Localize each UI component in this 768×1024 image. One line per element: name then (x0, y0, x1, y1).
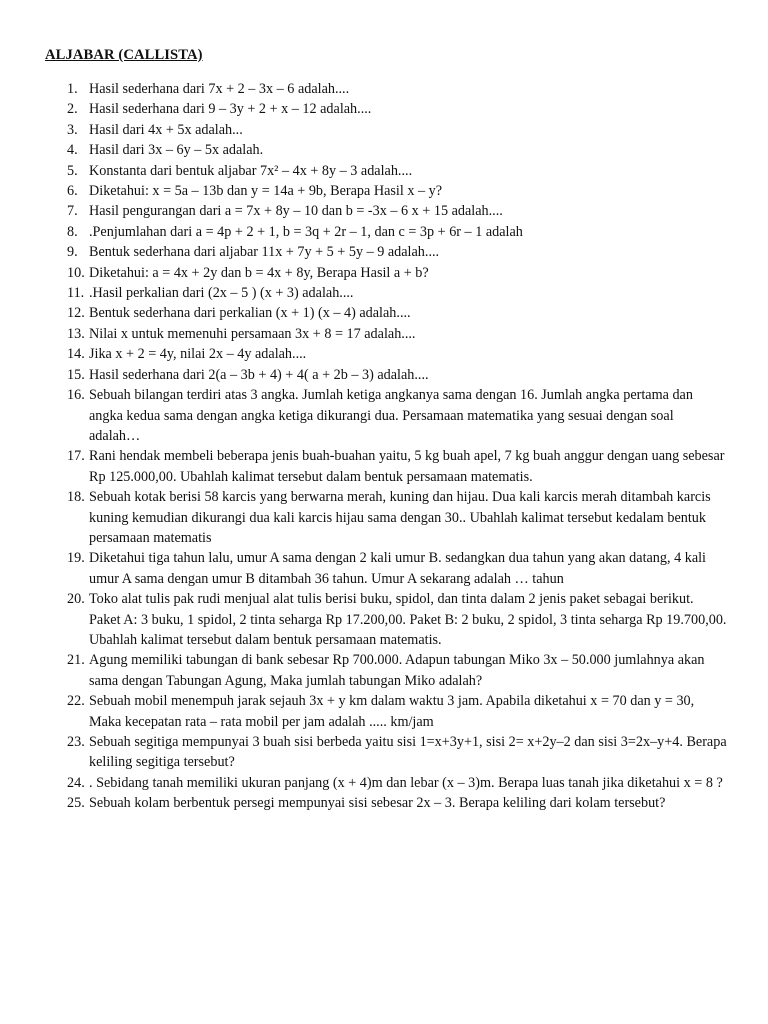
question-number: 22. (67, 693, 85, 710)
question-item (67, 344, 727, 364)
question-text: Bentuk sederhana dari perkalian (x + 1) (x – 4) adalah.... (89, 305, 411, 322)
question-item (67, 446, 727, 487)
question-text: Diketahui: a = 4x + 2y dan b = 4x + 8y, Berapa Hasil a + b? (89, 264, 429, 281)
question-item (67, 99, 727, 119)
question-item (67, 385, 727, 446)
question-text: Hasil sederhana dari 7x + 2 – 3x – 6 adalah.... (89, 81, 350, 97)
question-text: Hasil pengurangan dari a = 7x + 8y – 10 dan b = -3x – 6 x + 15 adalah.... (89, 203, 503, 220)
question-number: 1. (67, 81, 78, 97)
question-text: Hasil sederhana dari 9 – 3y + 2 + x – 12 adalah.... (89, 101, 372, 118)
question-number: 24. (67, 774, 85, 791)
question-number: 16. (67, 387, 85, 404)
question-number: 18. (67, 489, 85, 506)
question-number: 25. (67, 795, 85, 812)
question-number: 12. (67, 305, 85, 322)
question-item (67, 589, 727, 650)
question-item (67, 263, 727, 283)
question-number: 21. (67, 652, 85, 669)
question-number: 6. (67, 183, 78, 200)
question-text: Rani hendak membeli beberapa jenis buah-buahan yaitu, 5 kg buah apel, 7 kg buah anggur dengan uang sebesar Rp 125.000,00. Ubahlah kalimat tersebut dalam bentuk persamaan matematis. (89, 448, 725, 485)
question-item (67, 283, 727, 303)
question-number: 3. (67, 121, 78, 138)
question-text: Sebuah kotak berisi 58 karcis yang berwarna merah, kuning dan hijau. Dua kali karcis merah ditambah karcis kuning kemudian dikurangi dua kali karcis hijau sama dengan 30.. Ubahlah kalimat tersebut kedalam bentuk persamaan matematis (89, 489, 711, 546)
question-text: .Hasil perkalian dari (2x – 5 ) (x + 3) adalah.... (89, 285, 354, 302)
question-text: Sebuah kolam berbentuk persegi mempunyai sisi sebesar 2x – 3. Berapa keliling dari kolam tersebut? (89, 795, 666, 812)
question-item (67, 650, 727, 691)
question-item (67, 201, 727, 221)
question-text: .Penjumlahan dari a = 4p + 2 + 1, b = 3q + 2r – 1, dan c = 3p + 6r – 1 adalah (89, 223, 523, 240)
question-number: 17. (67, 448, 85, 465)
question-item (67, 365, 727, 385)
question-item (67, 548, 727, 589)
question-text: Hasil dari 4x + 5x adalah... (89, 121, 243, 138)
question-item (67, 242, 727, 262)
question-item (67, 691, 727, 732)
question-text: Nilai x untuk memenuhi persamaan 3x + 8 = 17 adalah.... (89, 325, 416, 342)
question-item (67, 222, 727, 242)
question-number: 4. (67, 142, 78, 159)
question-text: Sebuah segitiga mempunyai 3 buah sisi berbeda yaitu sisi 1=x+3y+1, sisi 2= x+2y–2 dan sisi 3=2x–y+4. Berapa keliling segitiga tersebut? (89, 734, 727, 771)
question-number: 10. (67, 264, 85, 281)
question-text: Jika x + 2 = 4y, nilai 2x – 4y adalah.... (89, 346, 307, 363)
question-number: 7. (67, 203, 78, 220)
question-item (67, 79, 727, 99)
question-text: Sebuah bilangan terdiri atas 3 angka. Jumlah ketiga angkanya sama dengan 16. Jumlah angka pertama dan angka kedua sama dengan angka ketiga dikurangi dua. Persamaan matematika yang sesuai dengan soal adalah… (89, 387, 693, 444)
question-item (67, 181, 727, 201)
question-item (67, 773, 727, 793)
question-number: 9. (67, 244, 78, 261)
question-number: 13. (67, 325, 85, 342)
question-text: Diketahui tiga tahun lalu, umur A sama dengan 2 kali umur B. sedangkan dua tahun yang akan datang, 4 kali umur A sama dengan umur B ditambah 36 tahun. Umur A sekarang adalah … tahun (89, 550, 707, 587)
question-text: Diketahui: x = 5a – 13b dan y = 14a + 9b, Berapa Hasil x – y? (89, 183, 442, 200)
question-item (67, 793, 727, 813)
question-text: Hasil sederhana dari 2(a – 3b + 4) + 4( a + 2b – 3) adalah.... (89, 366, 429, 383)
question-item (67, 487, 727, 548)
question-text: Konstanta dari bentuk aljabar 7x² – 4x + 8y – 3 adalah.... (89, 162, 413, 179)
document-title: ALJABAR (CALLISTA) (45, 47, 203, 63)
question-number: 14. (67, 346, 85, 363)
question-item (67, 120, 727, 140)
question-text: Agung memiliki tabungan di bank sebesar Rp 700.000. Adapun tabungan Miko 3x – 50.000 jumlahnya akan sama dengan Tabungan Agung, Maka jumlah tabungan Miko adalah? (89, 652, 705, 689)
question-text: Toko alat tulis pak rudi menjual alat tulis berisi buku, spidol, dan tinta dalam 2 jenis paket sebagai berikut. Paket A: 3 buku, 1 spidol, 2 tinta seharga Rp 17.200,00. Paket B: 2 buku, 2 spidol, 3 tinta seharga Rp 19.700,00. Ubahlah kalimat tersebut dalam bentuk persamaan matematis. (89, 591, 727, 648)
question-item (67, 140, 727, 160)
question-item (67, 161, 727, 181)
question-number: 8. (67, 223, 78, 240)
question-number: 20. (67, 591, 85, 608)
question-list (67, 79, 727, 814)
question-text: Hasil dari 3x – 6y – 5x adalah. (89, 142, 264, 159)
question-text: Bentuk sederhana dari aljabar 11x + 7y + 5 + 5y – 9 adalah.... (89, 244, 440, 261)
question-text: . Sebidang tanah memiliki ukuran panjang (x + 4)m dan lebar (x – 3)m. Berapa luas tanah jika diketahui x = 8 ? (89, 774, 723, 791)
question-number: 2. (67, 101, 78, 118)
question-text: Sebuah mobil menempuh jarak sejauh 3x + y km dalam waktu 3 jam. Apabila diketahui x = 70 dan y = 30, Maka kecepatan rata – rata mobil per jam adalah ..... km/jam (89, 693, 695, 730)
question-item (67, 732, 727, 773)
question-number: 23. (67, 734, 85, 750)
question-number: 11. (67, 285, 85, 302)
question-number: 19. (67, 550, 85, 567)
question-item (67, 303, 727, 323)
question-item (67, 324, 727, 344)
question-number: 15. (67, 366, 85, 383)
question-number: 5. (67, 162, 78, 179)
